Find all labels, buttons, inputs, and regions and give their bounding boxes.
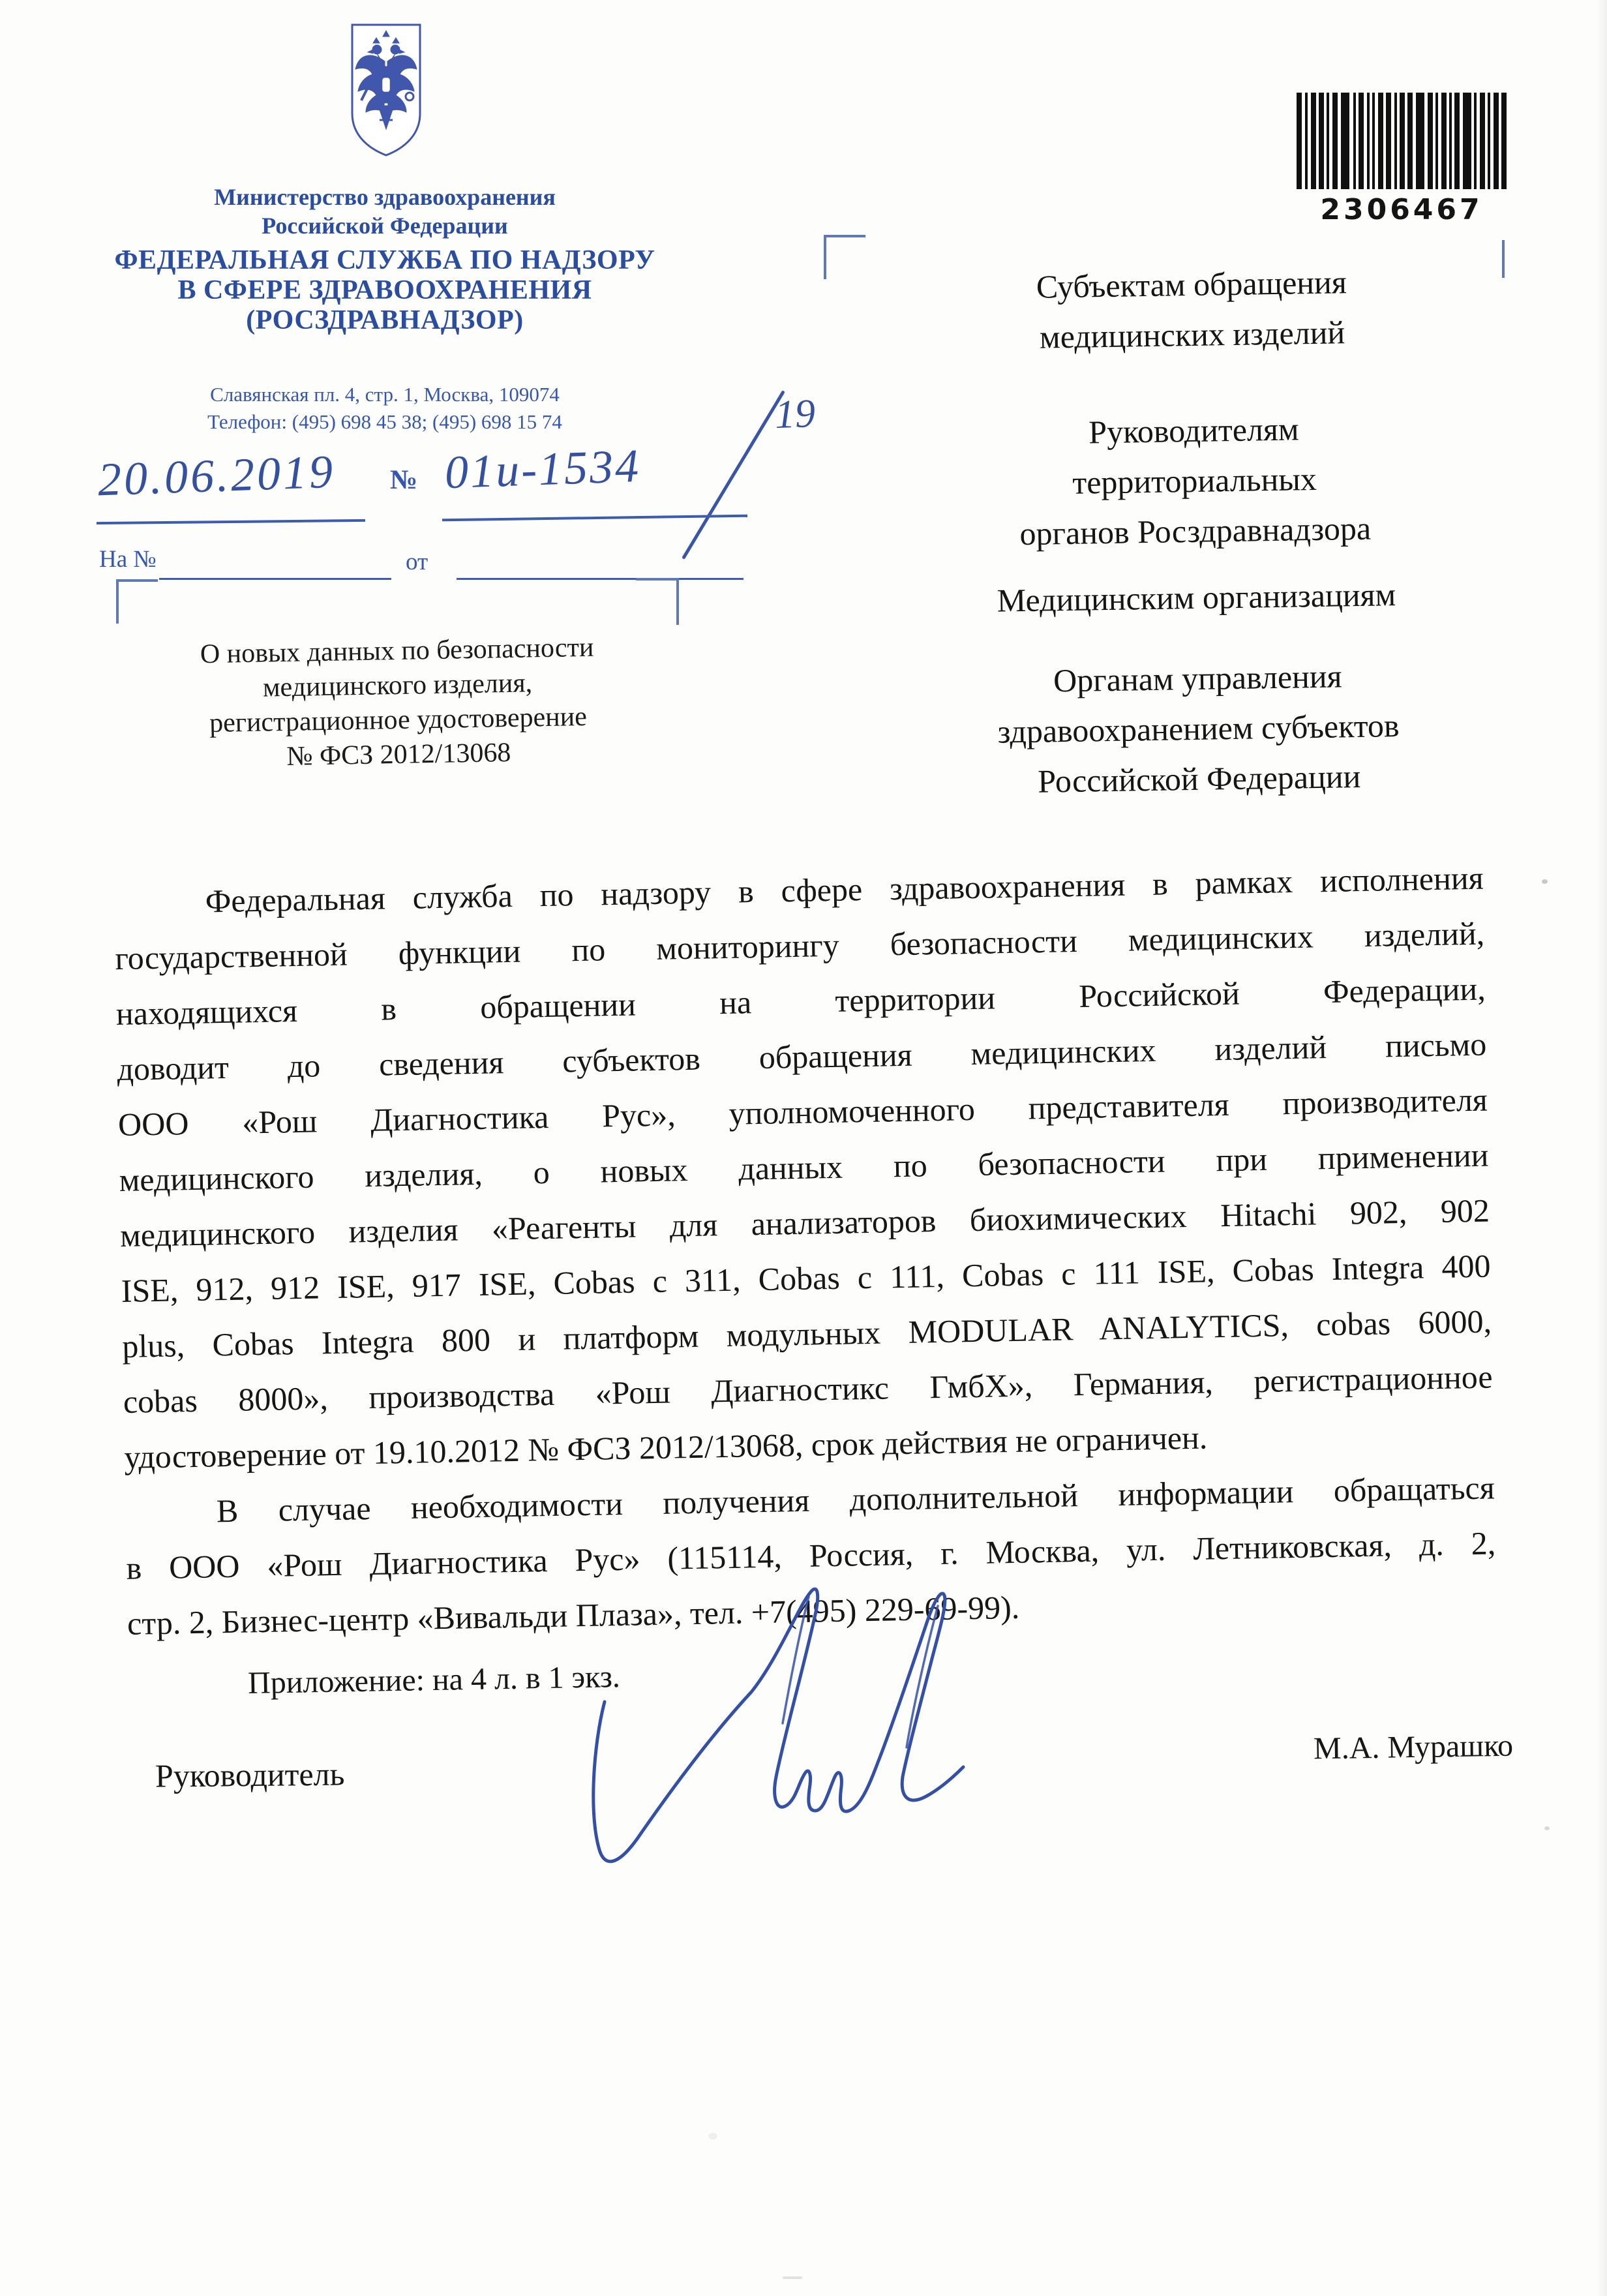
body-line: в ООО «Рош Диагностика Рус» (115114, Россия, г. Москва, ул. Летниковская, д. 2,: [126, 1524, 1496, 1586]
handwritten-number: 01и-1534: [443, 439, 642, 499]
number-sign: №: [390, 465, 418, 495]
contact-block: [59, 381, 711, 436]
recipient-group: [904, 255, 1479, 365]
recipient-line: здравоохранением субъектов: [997, 707, 1400, 750]
signer-position: Руководитель: [155, 1755, 345, 1794]
number-underline: [442, 515, 747, 522]
recipient-line: медицинских изделий: [1039, 314, 1345, 355]
recipient-line: Российской Федерации: [1037, 757, 1361, 800]
signature-ink: [569, 1581, 986, 1894]
scan-speck: [1542, 879, 1548, 884]
scan-speck: [783, 2276, 802, 2279]
reply-to-label: На №: [99, 546, 157, 573]
recipient-line: органов Росздравнадзора: [1019, 509, 1372, 552]
ministry-name: [59, 183, 711, 240]
recipient-corner-mark: [824, 235, 865, 279]
recipient-group: [909, 568, 1484, 627]
body-line: ISE, 912, 912 ISE, 917 ISE, Cobas c 311, Cobas c 111, Cobas c 111 ISE, Cobas Integra 400: [121, 1247, 1491, 1309]
reply-from-label: от: [406, 549, 428, 575]
scan-edge-shadow: [1597, 0, 1607, 2296]
recipient-line: Руководителям: [1088, 410, 1299, 451]
recipient-group: [907, 401, 1483, 561]
body-line: медицинского изделия, о новых данных по безопасности при применении: [119, 1136, 1489, 1199]
body-line: Федеральная служба по надзору в сфере здравоохранения в рамках исполнения: [205, 859, 1484, 920]
body-line: медицинского изделия «Реагенты для анализаторов биохимических Hitachi 902, 902: [119, 1192, 1490, 1254]
body-line: государственной функции по мониторингу безопасности медицинских изделий,: [114, 914, 1485, 977]
recipient-right-mark: [1502, 240, 1505, 278]
body-line: ООО «Рош Диагностика Рус», уполномоченного представителя производителя: [117, 1081, 1488, 1143]
recipient-line: территориальных: [1072, 460, 1317, 501]
attachment-note: Приложение: на 4 л. в 1 экз.: [247, 1659, 621, 1700]
subject-line: № ФСЗ 2012/13068: [286, 737, 511, 772]
ministry-line2: Российской Федерации: [262, 213, 508, 239]
ministry-line1: Министерство здравоохранения: [214, 184, 556, 210]
subject-corner-mark-right: [636, 578, 679, 625]
body-line: В случае необходимости получения дополнительной информации обращаться: [216, 1469, 1495, 1530]
subject-block: [149, 629, 647, 776]
service-name: [59, 245, 711, 335]
body-line: находящихся в обращении на территории Российской Федерации,: [115, 970, 1486, 1033]
barcode-bar: [1488, 93, 1490, 189]
reply-date-underline: [457, 578, 743, 580]
letterhead: [59, 18, 711, 449]
service-line3: (РОСЗДРАВНАДЗОР): [246, 305, 524, 335]
scan-speck: [1544, 1826, 1550, 1830]
handwritten-number-suffix: 19: [773, 391, 817, 438]
recipient-line: Органам управления: [1053, 657, 1342, 699]
subject-corner-mark-left: [116, 579, 158, 624]
body-line: plus, Cobas Integra 800 и платформ модульных MODULAR ANALYTICS, cobas 6000,: [121, 1303, 1492, 1365]
barcode-bar: [1494, 93, 1499, 189]
service-line1: ФЕДЕРАЛЬНАЯ СЛУЖБА ПО НАДЗОРУ: [114, 245, 655, 275]
reply-number-underline: [159, 578, 391, 580]
address-line: Славянская пл. 4, стр. 1, Москва, 109074: [210, 383, 560, 406]
signer-name: М.А. Мурашко: [1313, 1728, 1514, 1766]
barcode-number: 2306467: [1320, 193, 1483, 226]
date-underline: [97, 519, 365, 524]
subject-line: О новых данных по безопасности: [200, 632, 594, 670]
barcode-bar: [1480, 93, 1485, 189]
phone-line: Телефон: (495) 698 45 38; (495) 698 15 74: [207, 410, 562, 433]
recipient-line: Субъектам обращения: [1036, 264, 1347, 305]
subject-line: медицинского изделия,: [262, 668, 533, 703]
body-line: удостоверение от 19.10.2012 № ФСЗ 2012/13068, срок действия не ограничен.: [123, 1419, 1208, 1475]
recipient-group: [910, 649, 1487, 809]
subject-line: регистрационное удостоверение: [209, 701, 588, 739]
body-line: доводит до сведения субъектов обращения медицинских изделий письмо: [117, 1025, 1487, 1088]
recipients-block: [900, 0, 1487, 820]
body-line: стр. 2, Бизнес-центр «Вивальди Плаза», тел. +7(495) 229-69-99).: [127, 1588, 1020, 1642]
recipient-line: Медицинским организациям: [997, 576, 1396, 619]
body-text: [113, 851, 1497, 1652]
body-line: cobas 8000», производства «Рош Диагностикс ГмбХ», Германия, регистрационное: [123, 1358, 1494, 1420]
service-line2: В СФЕРЕ ЗДРАВООХРАНЕНИЯ: [177, 275, 592, 305]
handwritten-date: 20.06.2019: [97, 445, 337, 506]
barcode-bar: [1501, 93, 1507, 189]
scan-speck: [708, 2133, 717, 2139]
